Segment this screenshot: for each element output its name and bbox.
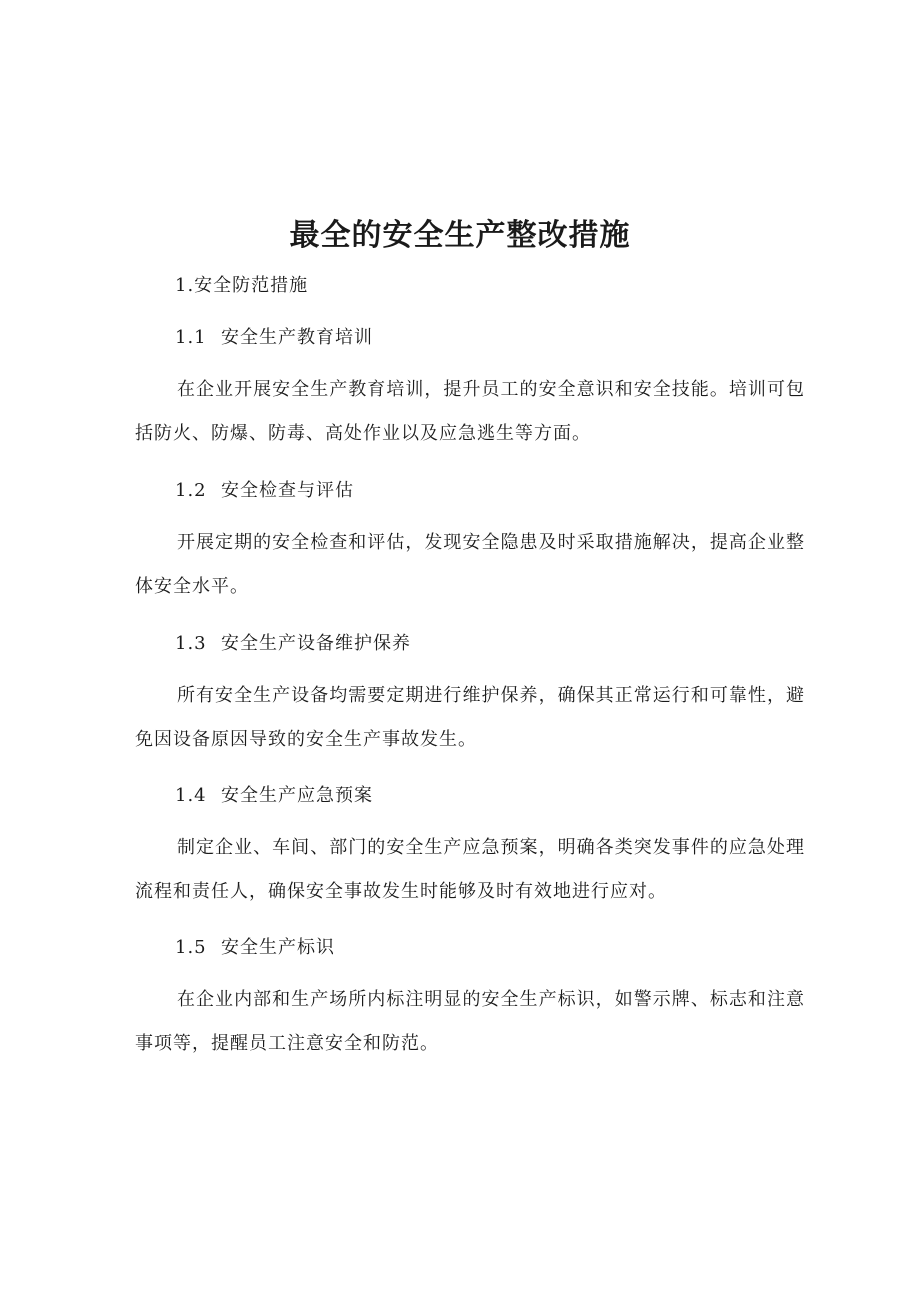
subsection-title: 安全生产应急预案 <box>221 785 373 806</box>
subsection-title: 安全生产教育培训 <box>221 327 373 348</box>
subsection-body-1-3: 所有安全生产设备均需要定期进行维护保养，确保其正常运行和可靠性，避免因设备原因导致的安全生产事故发生。 <box>135 685 805 750</box>
subsection-title: 安全检查与评估 <box>221 480 354 501</box>
subsection-title: 安全生产标识 <box>221 937 335 958</box>
section-number: 1 <box>175 275 188 296</box>
document-title: 最全的安全生产整改措施 <box>289 218 631 253</box>
subsection-number: 1.2 <box>175 480 207 501</box>
subsection-number: 1.3 <box>175 633 207 654</box>
subsection-body-1-4: 制定企业、车间、部门的安全生产应急预案，明确各类突发事件的应急处理流程和责任人，确保安全事故发生时能够及时有效地进行应对。 <box>135 837 805 902</box>
subsection-number: 1.4 <box>175 785 207 806</box>
subsection-number: 1.1 <box>175 327 207 348</box>
subsection-heading-1-2 <box>175 477 354 505</box>
subsection-number: 1.5 <box>175 937 207 958</box>
subsection-heading-1-4 <box>175 782 373 810</box>
subsection-title: 安全生产设备维护保养 <box>221 633 411 654</box>
section-title: .安全防范措施 <box>187 275 309 296</box>
subsection-body-1-1: 在企业开展安全生产教育培训，提升员工的安全意识和安全技能。培训可包括防火、防爆、防毒、高处作业以及应急逃生等方面。 <box>135 379 805 444</box>
subsection-heading-1-3 <box>175 630 411 658</box>
section-heading <box>175 272 308 300</box>
subsection-body-1-2: 开展定期的安全检查和评估，发现安全隐患及时采取措施解决，提高企业整体安全水平。 <box>135 532 805 597</box>
subsection-heading-1-1 <box>175 324 373 352</box>
subsection-body-1-5: 在企业内部和生产场所内标注明显的安全生产标识，如警示牌、标志和注意事项等，提醒员工注意安全和防范。 <box>135 989 805 1054</box>
subsection-heading-1-5 <box>175 934 335 962</box>
